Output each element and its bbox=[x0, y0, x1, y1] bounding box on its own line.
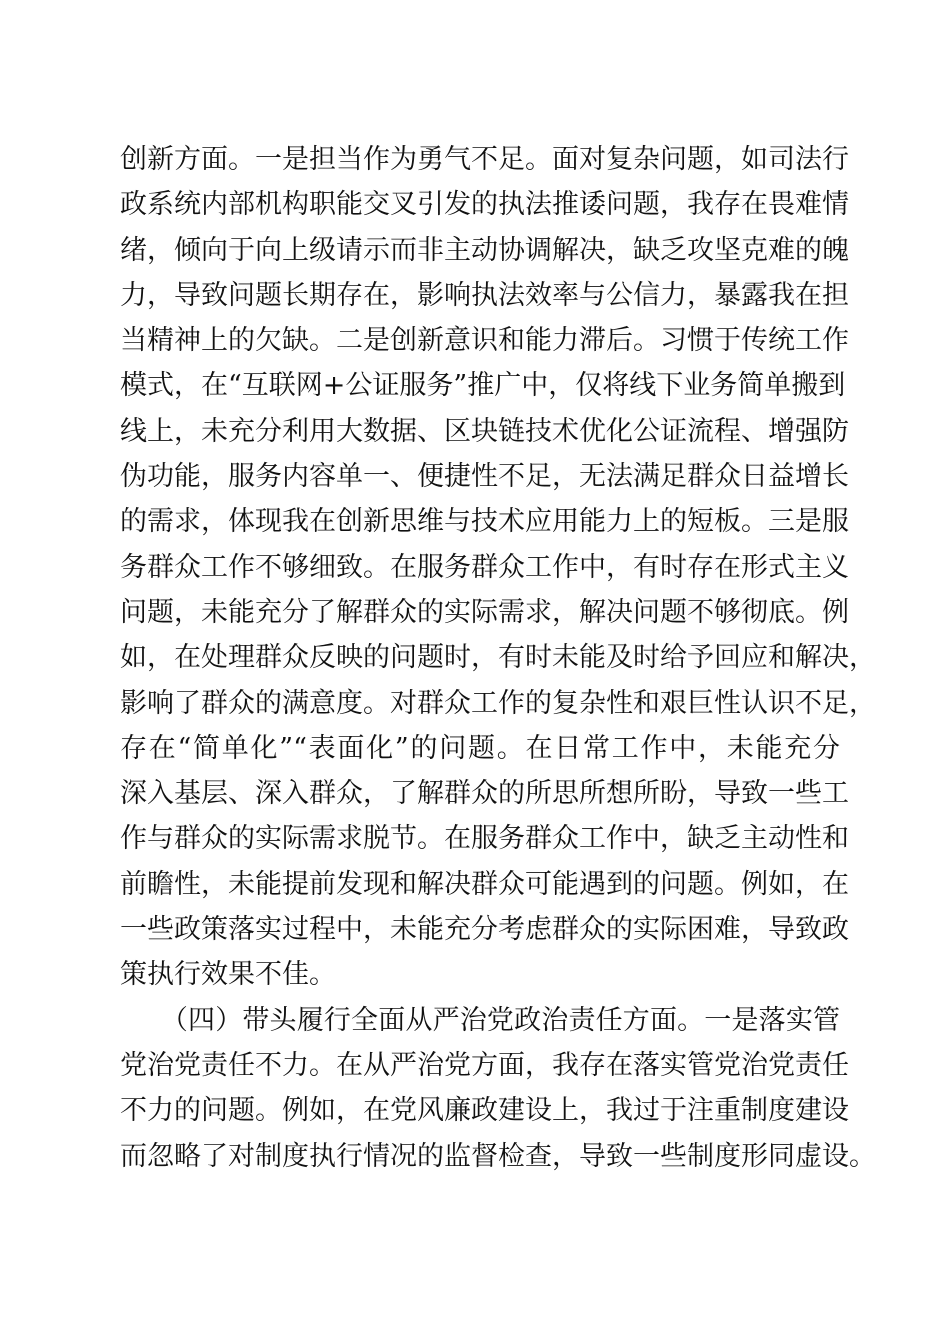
text-line: 深入基层、深入群众，了解群众的所思所想所盼，导致一些工 bbox=[120, 778, 849, 810]
text-line: 如，在处理群众反映的问题时，有时未能及时给予回应和解决， bbox=[120, 642, 876, 674]
text-line: 一些政策落实过程中，未能充分考虑群众的实际困难，导致政 bbox=[120, 914, 849, 946]
text-line: 模式，在“互联网+公证服务”推广中，仅将线下业务简单搬到 bbox=[120, 370, 846, 402]
text-line: 问题，未能充分了解群众的实际需求，解决问题不够彻底。例 bbox=[120, 596, 849, 628]
text-line: 创新方面。一是担当作为勇气不足。面对复杂问题，如司法行 bbox=[120, 144, 849, 175]
text-line: 不力的问题。例如，在党风廉政建设上，我过于注重制度建设 bbox=[120, 1095, 849, 1127]
text-line: 力，导致问题长期存在，影响执法效率与公信力，暴露我在担 bbox=[120, 279, 849, 311]
text-line: 务群众工作不够细致。在服务群众工作中，有时存在形式主义 bbox=[120, 551, 849, 583]
text-line: 线上，未充分利用大数据、区块链技术优化公证流程、增强防 bbox=[120, 415, 849, 447]
text-line: 政系统内部机构职能交叉引发的执法推诿问题，我存在畏难情 bbox=[120, 189, 849, 221]
text-line: 伪功能，服务内容单一、便捷性不足，无法满足群众日益增长 bbox=[120, 461, 849, 493]
paragraph-end-line: 策执行效果不佳。 bbox=[120, 959, 336, 991]
body-text bbox=[120, 137, 876, 1179]
text-line: 绪，倾向于向上级请示而非主动协调解决，缺乏攻坚克难的魄 bbox=[120, 234, 849, 266]
text-line: 当精神上的欠缺。二是创新意识和能力滞后。习惯于传统工作 bbox=[120, 325, 849, 357]
text-line: 而忽略了对制度执行情况的监督检查，导致一些制度形同虚设。 bbox=[120, 1140, 876, 1172]
text-line: 前瞻性，未能提前发现和解决群众可能遇到的问题。例如，在 bbox=[120, 868, 849, 900]
text-line: 存在“简单化”“表面化”的问题。在日常工作中，未能充分 bbox=[120, 732, 840, 764]
section-heading-line: （四）带头履行全面从严治党政治责任方面。一是落实管 bbox=[120, 1004, 840, 1036]
text-line: 党治党责任不力。在从严治党方面，我存在落实管党治党责任 bbox=[120, 1049, 849, 1081]
text-line: 作与群众的实际需求脱节。在服务群众工作中，缺乏主动性和 bbox=[120, 823, 849, 855]
text-line: 的需求，体现我在创新思维与技术应用能力上的短板。三是服 bbox=[120, 506, 849, 538]
text-line: 影响了群众的满意度。对群众工作的复杂性和艰巨性认识不足， bbox=[120, 687, 876, 719]
